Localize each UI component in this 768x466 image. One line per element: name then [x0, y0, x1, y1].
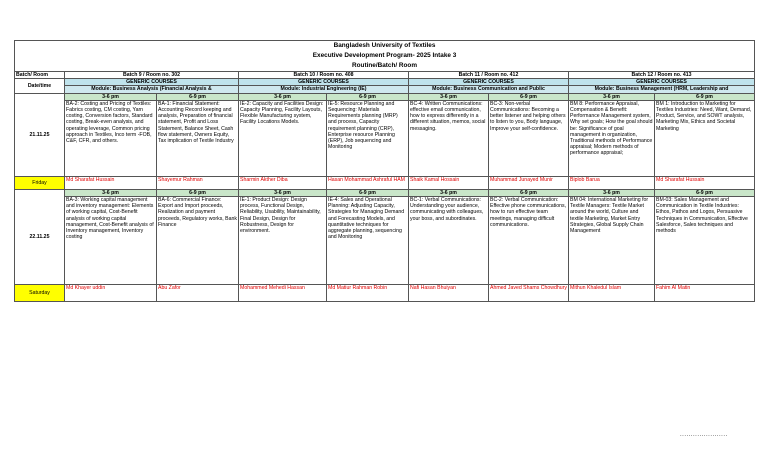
- teacher-name: Ahmed Javed Shams Chowdhury: [489, 285, 569, 302]
- routine-title: Routine/Batch/ Room: [15, 61, 755, 72]
- course-cell: IE-4: Sales and Operational Planning: Adjusting Capacity, Strategies for Managing Demand and Forecasting Models, and quantitative techniques for aggregate planning, sequencing and Monitoring: [327, 197, 409, 285]
- course-cell: IE-1: Product Design: Design process, Functional Design, Reliability, Usability, Maintainability, Final Design, Design for Robustness, Design for environment.: [239, 197, 327, 285]
- course-cell: IE-2: Capacity and Facilities Design: Capacity Planning, Facility Layouts, Flexible Manufacturing system, Facility Locations Models.: [239, 100, 327, 176]
- slot-label: 6-9 pm: [157, 189, 239, 196]
- course-cell: BM 1: Introduction to Marketing for Textiles Industries: Need, Want, Demand, Product, Service, and SOWT analysis, Marketing Mix, Ethics and Societal Marketing: [655, 100, 755, 176]
- date-time-label: Date/time: [15, 79, 65, 93]
- slot-row-day2: [15, 189, 755, 196]
- date-day2: 22.11.25: [15, 189, 65, 284]
- course-cell: IE-5: Resource Planning and Sequencing: Materials Requirements planning (MRP) and process, Capacity requirement planning (CRP), Enterprise resource Planning (ERP), Job sequencing and Monitoring: [327, 100, 409, 176]
- routine-sheet: [14, 40, 754, 302]
- teacher-name: Md Sharafat Hussain: [65, 176, 157, 189]
- slot-label: 6-9 pm: [489, 93, 569, 100]
- course-row-day1: [15, 100, 755, 176]
- slot-label: 6-9 pm: [655, 189, 755, 196]
- university-title: Bangladesh University of Textiles: [15, 41, 755, 52]
- course-cell: BM-03: Sales Management and Communication in Textile Industries: Ethos, Pathos and Logos, Persuasive Techniques in Communication, Effective Salesforce, Sales techniques and methods: [655, 197, 755, 285]
- teacher-row-day2: [15, 285, 755, 302]
- slot-label: 3-6 pm: [239, 189, 327, 196]
- batch-room-label: Batch/ Room: [15, 72, 65, 79]
- teacher-name: Hasan Mohammad Ashraful HAM: [327, 176, 409, 189]
- generic-batch-12: GENERIC COURSES: [569, 79, 755, 86]
- teacher-name: Mohammed Mehedi Hassan: [239, 285, 327, 302]
- slot-label: 3-6 pm: [569, 93, 655, 100]
- program-title: Executive Development Program- 2025 Intake 3: [15, 51, 755, 61]
- teacher-name: Mithun Khaledul Islam: [569, 285, 655, 302]
- course-cell: BM 04: International Marketing for Textile Managers: Textile Market around the world, Culture and textile Marketing, Market Entry Strategies, Global Supply Chain Management: [569, 197, 655, 285]
- batch-9: Batch 9 / Room no. 302: [65, 72, 239, 79]
- module-batch-11: Module: Business Communication and Public: [409, 86, 569, 93]
- slot-label: 3-6 pm: [239, 93, 327, 100]
- batch-12: Batch 12 / Room no. 413: [569, 72, 755, 79]
- slot-label: 3-6 pm: [65, 189, 157, 196]
- teacher-name: Shaik Kamal Hossain: [409, 176, 489, 189]
- slot-label: 6-9 pm: [157, 93, 239, 100]
- batch-row: [15, 72, 755, 79]
- module-batch-10: Module: Industrial Engineering (IE): [239, 86, 409, 93]
- slot-label: 3-6 pm: [65, 93, 157, 100]
- module-batch-9: Module: Business Analysis (Financial Analysis &: [65, 86, 239, 93]
- batch-11: Batch 11 / Room no. 412: [409, 72, 569, 79]
- teacher-name: Md Sharafat Hussain: [655, 176, 755, 189]
- teacher-row-day1: [15, 176, 755, 189]
- course-cell: BA-2: Costing and Pricing of Textiles: Fabrics costing, CM costing, Yarn costing, Conversion factors, Standard costing, Break-even analysis, and operating leverage, Common pricing approach in Textiles, Inco term -FOB, C&F, CFR, and others.: [65, 100, 157, 176]
- teacher-name: Shayemur Rahman: [157, 176, 239, 189]
- batch-10: Batch 10 / Room no. 408: [239, 72, 409, 79]
- generic-batch-10: GENERIC COURSES: [239, 79, 409, 86]
- generic-batch-9: GENERIC COURSES: [65, 79, 239, 86]
- date-day1: 21.11.25: [15, 93, 65, 176]
- title-row-routine: [15, 61, 755, 72]
- generic-row: [15, 79, 755, 86]
- teacher-name: Fahim Al Matin: [655, 285, 755, 302]
- teacher-name: Md Matiur Rahman Robin: [327, 285, 409, 302]
- routine-table: [14, 40, 755, 302]
- course-cell: BC-4: Written Communications: effective email communication, how to express differently in a different situation, memos, social messaging.: [409, 100, 489, 176]
- slot-label: 3-6 pm: [569, 189, 655, 196]
- course-cell: BC-3: Non-verbal Communications: Becoming a better listener and helping others to listen to you, Body language, Improve your self-confidence.: [489, 100, 569, 176]
- title-row-university: [15, 41, 755, 52]
- teacher-name: Sharmin Akther Diba: [239, 176, 327, 189]
- course-cell: BA-1: Financial Statement: Accounting Record keeping and analysis, Preparation of financial statement, Profit and Loss Statement, Balance Sheet, Cash flow statement, Owners Equity, Tax implication of Textile Industry: [157, 100, 239, 176]
- slot-label: 6-9 pm: [655, 93, 755, 100]
- slot-label: 6-9 pm: [489, 189, 569, 196]
- course-cell: BA-3: Working capital management and inventory management: Elements of working capital, Cost-Benefit analysis of working capital management, Cost-Benefit analysis of Inventory management, Inventory costing: [65, 197, 157, 285]
- slot-label: 6-9 pm: [327, 93, 409, 100]
- teacher-name: Md Khayer uddin: [65, 285, 157, 302]
- day-label-day2: Saturday: [15, 285, 65, 302]
- slot-label: 6-9 pm: [327, 189, 409, 196]
- slot-row-day1: [15, 93, 755, 100]
- teacher-name: Nafi Hasan Bhuiyan: [409, 285, 489, 302]
- course-cell: BM 8: Performance Appraisal, Compensation & Benefit: Performance Management system, Why set goals; How the goal should be: Significance of goal management in organization, Traditional methods of Performance appraisal; Modern methods of performance appraisal;: [569, 100, 655, 176]
- slot-label: 3-6 pm: [409, 189, 489, 196]
- course-cell: BC-1: Verbal Communications: Understanding your audience, communicating with colleagues, your boss, and subordinates.: [409, 197, 489, 285]
- teacher-name: Muhammad Junayed Munir: [489, 176, 569, 189]
- signature-line: ......................: [680, 432, 728, 438]
- title-row-program: [15, 51, 755, 61]
- slot-label: 3-6 pm: [409, 93, 489, 100]
- teacher-name: Biplob Barua: [569, 176, 655, 189]
- course-cell: BA-6: Commercial Finance: Export and Import proceeds, Realization and payment proceeds, Regulatory works, Bank Finance: [157, 197, 239, 285]
- course-row-day2: [15, 197, 755, 285]
- generic-batch-11: GENERIC COURSES: [409, 79, 569, 86]
- module-batch-12: Module: Business Management (HRM, Leadership and: [569, 86, 755, 93]
- day-label-day1: Friday: [15, 176, 65, 189]
- teacher-name: Abu Zafor: [157, 285, 239, 302]
- course-cell: BC-2: Verbal Communication: Effective phone communications, how to run effective team meetings, managing difficult communications.: [489, 197, 569, 285]
- module-row: [15, 86, 755, 93]
